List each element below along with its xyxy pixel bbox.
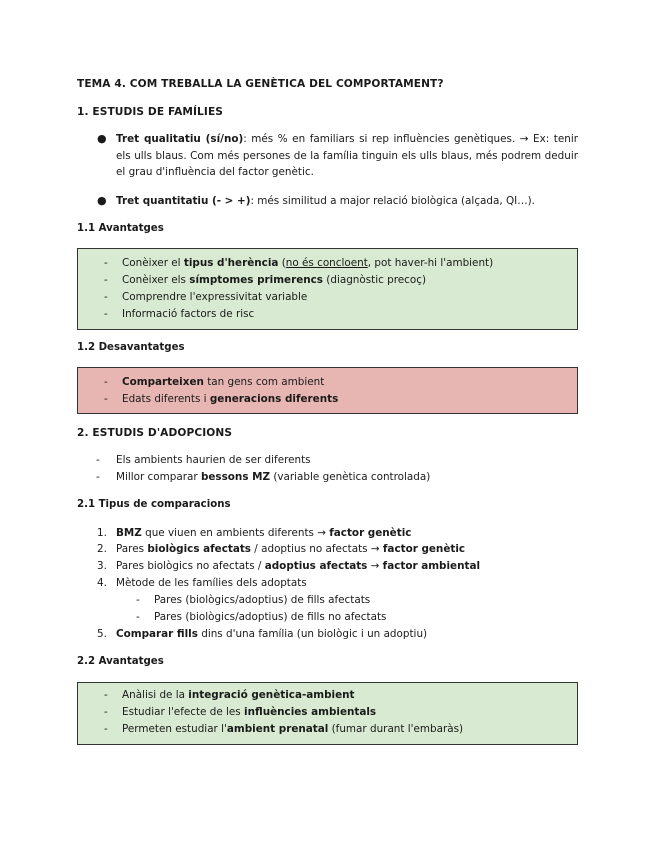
dash-icon: -	[104, 393, 108, 405]
list-number: 4.	[97, 577, 107, 589]
dash-icon: -	[104, 291, 108, 303]
sub-list-item: Pares (biològics/adoptius) de fills afectats	[154, 594, 371, 606]
subsection-1-2-heading: 1.2 Desavantatges	[77, 342, 185, 353]
list-number: 2.	[97, 543, 107, 555]
disadvantages-box-families: - Comparteixen tan gens com ambient - Edats diferents i generacions diferents	[77, 367, 578, 414]
bullet-text: : més % en familiars si rep influències genètiques. → Ex: tenir els ulls blaus. Com més persones de la família tinguin els ulls blaus, més podrem deduir el grau d'influència del factor genètic.	[116, 133, 578, 178]
subsection-2-2-heading: 2.2 Avantatges	[77, 656, 164, 667]
dash-icon: -	[136, 611, 140, 623]
dash-icon: -	[96, 454, 100, 466]
bold-term: Tret quantitatiu (- > +)	[116, 195, 251, 207]
list-number: 5.	[97, 628, 107, 640]
numbered-item: Pares biològics afectats / adoptius no afectats → factor genètic	[116, 543, 466, 555]
subsection-1-1-heading: 1.1 Avantatges	[77, 223, 164, 234]
section-1-heading: 1. ESTUDIS DE FAMÍLIES	[77, 106, 224, 118]
numbered-item: BMZ que viuen en ambients diferents → factor genètic	[116, 527, 412, 539]
section-2-heading: 2. ESTUDIS D'ADOPCIONS	[77, 427, 233, 439]
list-number: 1.	[97, 527, 107, 539]
dash-icon: -	[104, 706, 108, 718]
numbered-item: Comparar fills dins d'una família (un biològic i un adoptiu)	[116, 628, 428, 640]
bullet-tret-qualitatiu	[97, 131, 578, 181]
list-number: 3.	[97, 560, 107, 572]
list-item: Millor comparar bessons MZ (variable genètica controlada)	[116, 471, 431, 483]
dash-icon: -	[104, 274, 108, 286]
dash-icon: -	[104, 257, 108, 269]
bullet-icon: ●	[97, 194, 107, 207]
sub-list-item: Pares (biològics/adoptius) de fills no afectats	[154, 611, 387, 623]
dash-icon: -	[104, 308, 108, 320]
bullet-icon: ●	[97, 132, 107, 145]
dash-icon: -	[136, 594, 140, 606]
numbered-item: Mètode de les famílies dels adoptats	[116, 577, 307, 589]
list-item: Els ambients haurien de ser diferents	[116, 454, 311, 466]
dash-icon: -	[104, 689, 108, 701]
numbered-item: Pares biològics no afectats / adoptius afectats → factor ambiental	[116, 560, 481, 572]
dash-icon: -	[104, 376, 108, 388]
bullet-tret-quantitatiu	[97, 193, 578, 210]
advantages-box-adoptions: - Anàlisi de la integració genètica-ambient - Estudiar l'efecte de les influències ambientals - Permeten estudiar l'ambient prenatal (fumar durant l'embaràs)	[77, 682, 578, 745]
bold-term: Tret qualitatiu (sí/no)	[116, 133, 244, 145]
bullet-text: : més similitud a major relació biològica (alçada, QI…).	[250, 195, 535, 207]
dash-icon: -	[96, 471, 100, 483]
dash-icon: -	[104, 723, 108, 735]
advantages-box-families: - Conèixer el tipus d'herència (no és concloent, pot haver-hi l'ambient) - Conèixer els símptomes primerencs (diagnòstic precoç) - Comprendre l'expressivitat variable - Informació factors de risc	[77, 248, 578, 330]
subsection-2-1-heading: 2.1 Tipus de comparacions	[77, 499, 231, 510]
page-title: TEMA 4. COM TREBALLA LA GENÈTICA DEL COMPORTAMENT?	[77, 78, 444, 90]
